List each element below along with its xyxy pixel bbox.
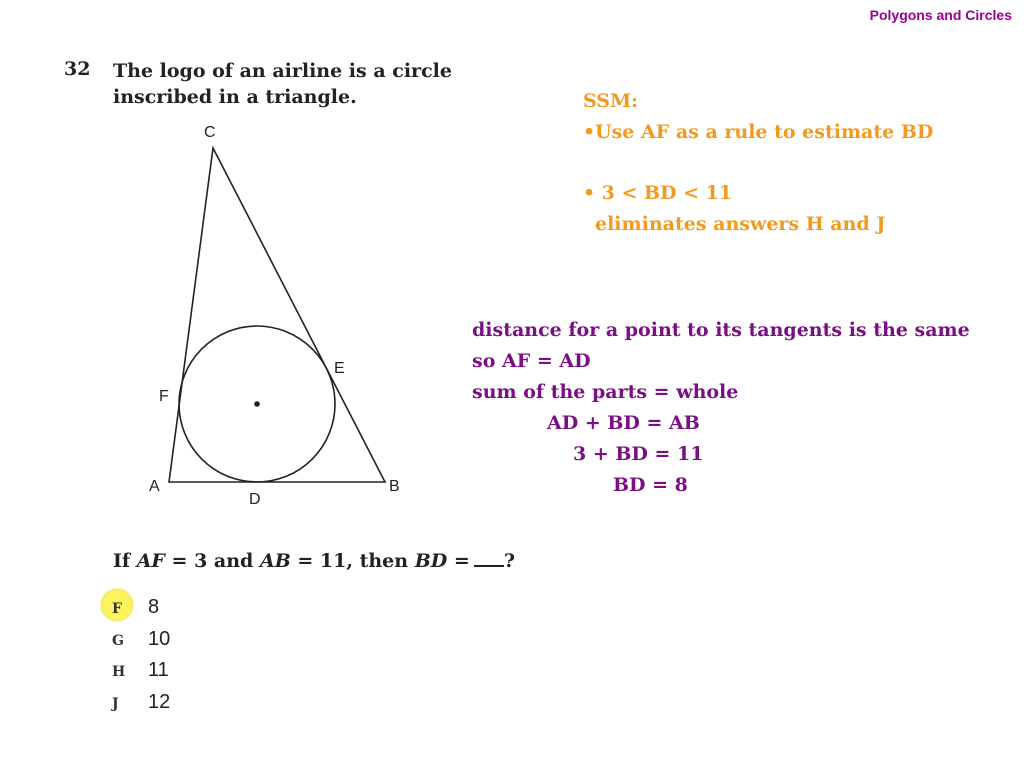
- ssm-bullet-2-text: 3 < BD < 11: [601, 182, 733, 204]
- question-text-line-1: The logo of an airline is a circle: [113, 60, 452, 82]
- solution-explanation: [472, 315, 1012, 501]
- prompt-eq: =: [453, 550, 470, 572]
- prompt-af: AF: [136, 550, 165, 572]
- explanation-line-2: so AF = AD: [472, 350, 591, 372]
- choice-letter: H: [112, 664, 126, 680]
- ssm-bullet-1: [583, 117, 1003, 148]
- prompt-eq11: = 11, then: [297, 550, 409, 572]
- ssm-bullet-2: [583, 178, 1003, 209]
- circle-center-dot: [254, 401, 260, 407]
- choice-letter: J: [112, 696, 119, 712]
- prompt-bd: BD: [414, 550, 448, 572]
- choice-f[interactable]: [100, 594, 220, 624]
- choice-h[interactable]: [100, 657, 220, 687]
- label-f: F: [159, 388, 169, 405]
- ssm-notes: [583, 86, 1003, 240]
- bullet-icon: •: [583, 182, 596, 204]
- question-text-line-2: inscribed in a triangle.: [113, 86, 357, 108]
- explanation-line-5: 3 + BD = 11: [573, 443, 704, 465]
- question-number: 32: [64, 58, 91, 80]
- label-d: D: [249, 491, 261, 508]
- choice-letter: F: [112, 601, 122, 617]
- prompt-if: If: [113, 550, 131, 572]
- slide-title: Polygons and Circles: [869, 7, 1012, 23]
- prompt-eq3: = 3 and: [171, 550, 254, 572]
- choice-value: 10: [148, 628, 171, 650]
- prompt-ab: AB: [259, 550, 291, 572]
- choice-value: 12: [148, 691, 171, 713]
- explanation-line-4: AD + BD = AB: [547, 412, 700, 434]
- choice-letter: G: [112, 633, 124, 649]
- choice-j[interactable]: [100, 689, 220, 719]
- ssm-bullet-2-continuation: eliminates answers H and J: [595, 213, 886, 235]
- explanation-line-1: distance for a point to its tangents is the same: [472, 319, 970, 341]
- choice-value: 11: [148, 659, 169, 681]
- choice-value: 8: [148, 596, 160, 618]
- prompt-question-mark: ?: [503, 550, 515, 572]
- choice-g[interactable]: [100, 626, 220, 656]
- label-b: B: [389, 478, 400, 495]
- bullet-icon: •: [583, 121, 596, 143]
- label-e: E: [334, 360, 345, 377]
- answer-blank: [474, 551, 504, 567]
- label-c: C: [204, 124, 216, 141]
- ssm-title: SSM:: [583, 90, 639, 112]
- ssm-bullet-1-text: Use AF as a rule to estimate BD: [595, 121, 934, 143]
- triangle-abc: [169, 148, 385, 482]
- explanation-line-6: BD = 8: [613, 474, 688, 496]
- question-prompt: [113, 550, 515, 572]
- explanation-line-3: sum of the parts = whole: [472, 381, 739, 403]
- label-a: A: [149, 478, 160, 495]
